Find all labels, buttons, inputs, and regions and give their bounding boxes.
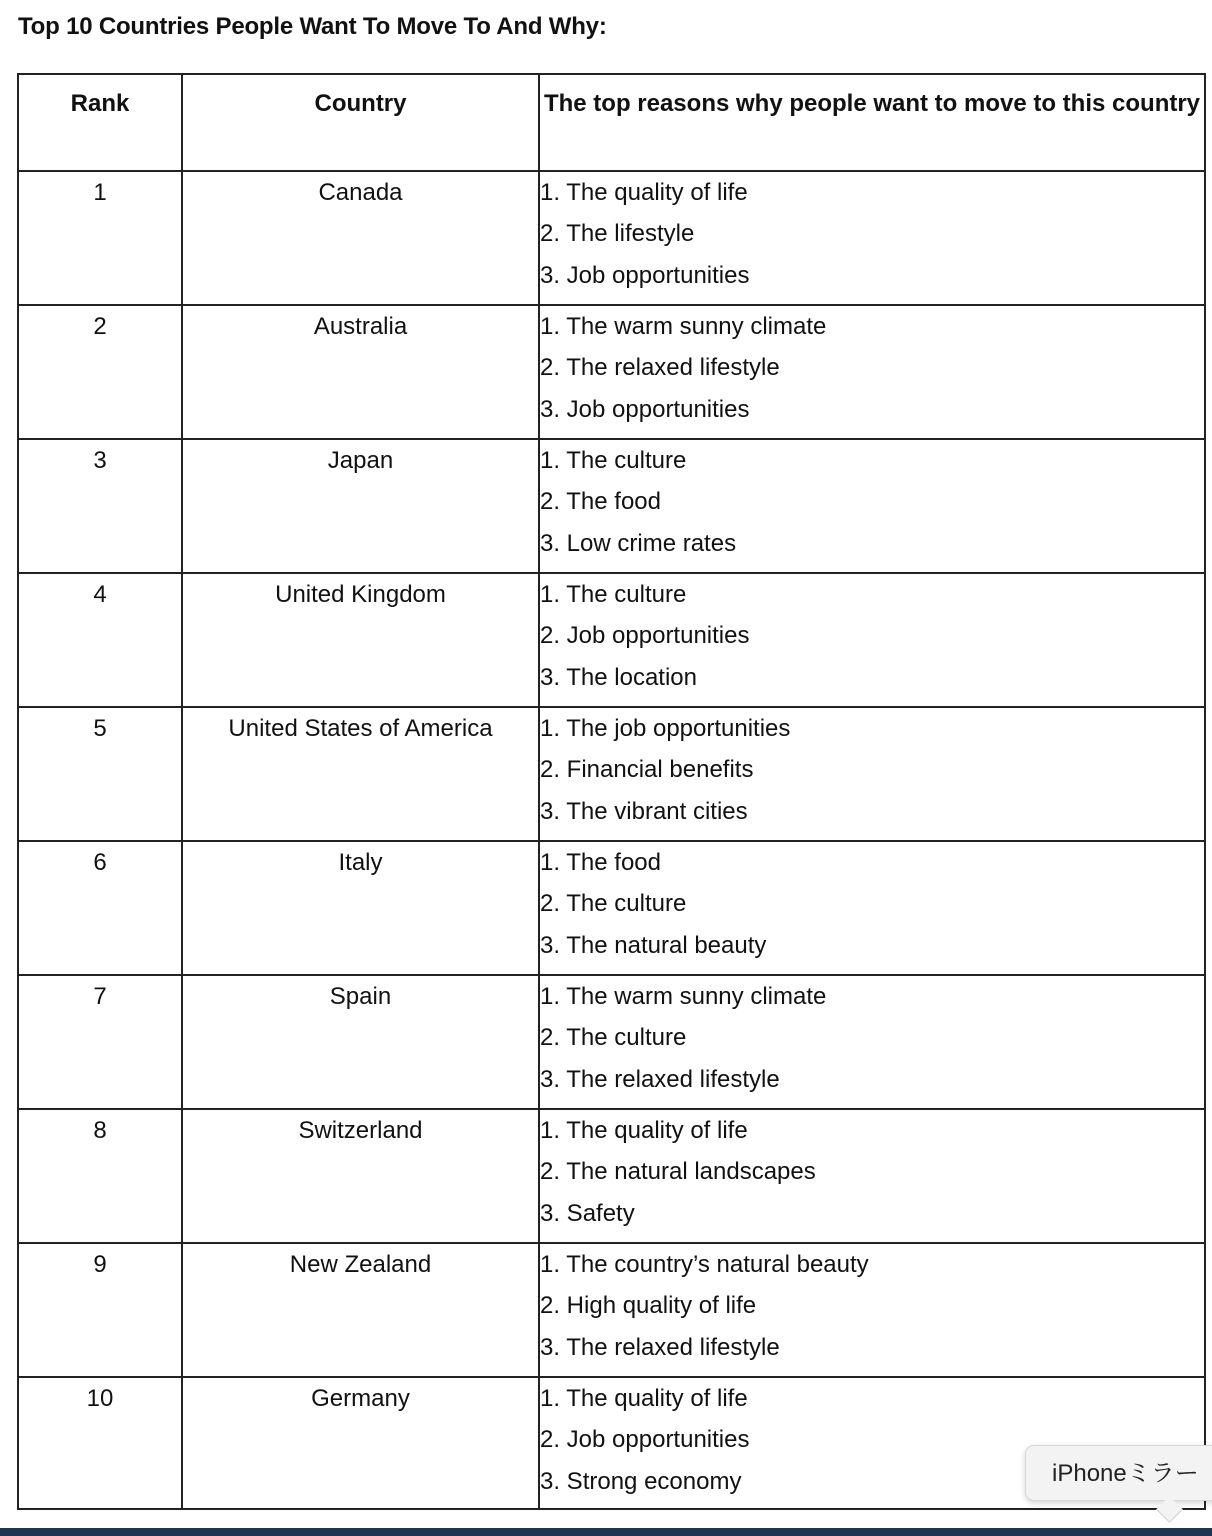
reason-item: 2. The natural landscapes (540, 1158, 816, 1186)
reasons-cell (539, 573, 1205, 707)
reason-item: 2. The culture (540, 1024, 687, 1052)
table-header-row (18, 74, 1205, 171)
table-row (18, 305, 1205, 439)
rank-cell: 8 (18, 1109, 182, 1243)
reason-item: 2. Job opportunities (540, 622, 750, 650)
reasons-cell (539, 439, 1205, 573)
reasons-column-header: The top reasons why people want to move to this country (539, 74, 1205, 171)
reasons-cell (539, 1109, 1205, 1243)
reasons-cell (539, 841, 1205, 975)
table-row (18, 171, 1205, 305)
reason-item: 2. The culture (540, 890, 687, 918)
table-row (18, 707, 1205, 841)
reason-item: 3. The natural beauty (540, 931, 767, 959)
country-cell: Japan (182, 439, 539, 573)
reason-item: 1. The country’s natural beauty (540, 1251, 869, 1278)
countries-table (17, 73, 1206, 1510)
reasons-cell (539, 305, 1205, 439)
reason-item: 1. The job opportunities (540, 715, 791, 742)
rank-cell: 1 (18, 171, 182, 305)
country-cell: Australia (182, 305, 539, 439)
reason-item: 3. The relaxed lifestyle (540, 1333, 780, 1361)
reason-item: 1. The culture (540, 447, 687, 474)
country-cell: United States of America (182, 707, 539, 841)
rank-cell: 9 (18, 1243, 182, 1377)
country-cell: Italy (182, 841, 539, 975)
table-row (18, 975, 1205, 1109)
reason-item: 1. The food (540, 849, 661, 876)
reason-item: 3. The location (540, 663, 697, 691)
reason-item: 2. The lifestyle (540, 220, 695, 248)
rank-cell: 3 (18, 439, 182, 573)
reasons-cell (539, 171, 1205, 305)
reason-item: 2. Job opportunities (540, 1426, 750, 1454)
reason-item: 1. The culture (540, 581, 687, 608)
table-row (18, 439, 1205, 573)
rank-cell: 6 (18, 841, 182, 975)
reason-item: 3. Safety (540, 1199, 635, 1227)
reasons-cell (539, 1243, 1205, 1377)
reason-item: 1. The quality of life (540, 1385, 748, 1412)
country-column-header: Country (182, 74, 539, 171)
reason-item: 1. The quality of life (540, 179, 748, 206)
country-cell: Canada (182, 171, 539, 305)
reasons-cell (539, 975, 1205, 1109)
reason-item: 1. The warm sunny climate (540, 983, 827, 1010)
reason-item: 3. Low crime rates (540, 529, 737, 557)
table-row (18, 573, 1205, 707)
country-cell: United Kingdom (182, 573, 539, 707)
rank-column-header: Rank (18, 74, 182, 171)
reason-item: 3. Job opportunities (540, 395, 750, 423)
rank-cell: 4 (18, 573, 182, 707)
rank-cell: 5 (18, 707, 182, 841)
reasons-cell (539, 707, 1205, 841)
reason-item: 2. The relaxed lifestyle (540, 354, 780, 382)
table-row (18, 1243, 1205, 1377)
reason-item: 3. The relaxed lifestyle (540, 1065, 780, 1093)
reason-item: 3. Strong economy (540, 1467, 742, 1495)
reason-item: 1. The warm sunny climate (540, 313, 827, 340)
country-cell: New Zealand (182, 1243, 539, 1377)
reason-item: 3. The vibrant cities (540, 797, 748, 825)
table-row (18, 1109, 1205, 1243)
country-cell: Switzerland (182, 1109, 539, 1243)
reason-item: 2. Financial benefits (540, 756, 754, 784)
reason-item: 2. High quality of life (540, 1292, 757, 1320)
reason-item: 1. The quality of life (540, 1117, 748, 1144)
rank-cell: 10 (18, 1377, 182, 1509)
reason-item: 2. The food (540, 488, 661, 516)
reason-item: 3. Job opportunities (540, 261, 750, 289)
country-cell: Spain (182, 975, 539, 1109)
iphone-mirroring-tooltip: iPhoneミラー (1025, 1445, 1212, 1501)
rank-cell: 7 (18, 975, 182, 1109)
rank-cell: 2 (18, 305, 182, 439)
country-cell: Germany (182, 1377, 539, 1509)
window-bottom-edge (0, 1528, 1212, 1536)
page-title: Top 10 Countries People Want To Move To And Why: (18, 13, 607, 40)
table-row (18, 841, 1205, 975)
